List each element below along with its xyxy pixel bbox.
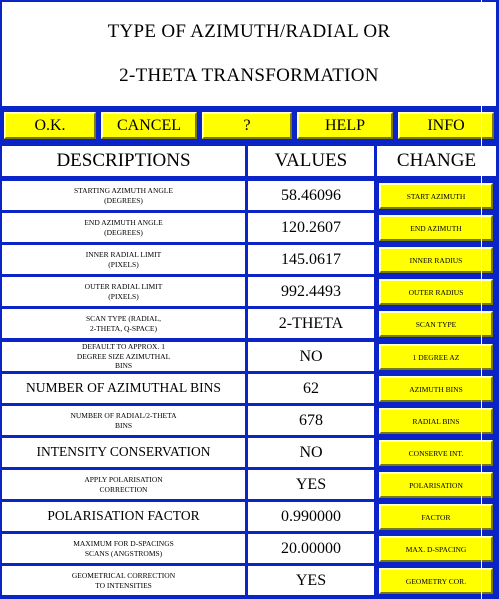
row-description	[2, 374, 245, 403]
ok-button[interactable]: O.K.	[4, 112, 96, 139]
row-value: 678	[248, 406, 374, 435]
description-line: (PIXELS)	[108, 259, 139, 269]
cancel-button[interactable]: CANCEL	[101, 112, 197, 139]
table-row	[0, 534, 499, 563]
row-value: 58.46096	[248, 181, 374, 210]
description-line: INTENSITY CONSERVATION	[36, 444, 211, 460]
description-line: BINS	[114, 361, 133, 371]
change-button[interactable]: OUTER RADIUS	[379, 279, 493, 305]
row-value: 2-THETA	[248, 309, 374, 338]
description-line: CORRECTION	[99, 484, 148, 494]
description-line: GEOMETRICAL CORRECTION	[71, 571, 176, 581]
table-row	[0, 374, 499, 403]
row-value: YES	[248, 566, 374, 595]
change-button[interactable]: AZIMUTH BINS	[379, 376, 493, 402]
row-value: NO	[248, 438, 374, 467]
table-row	[0, 277, 499, 306]
title-line-2: 2-THETA TRANSFORMATION	[119, 65, 379, 86]
change-button[interactable]: 1 DEGREE AZ	[379, 344, 493, 370]
row-description	[2, 502, 245, 531]
description-line: NUMBER OF AZIMUTHAL BINS	[26, 380, 221, 396]
description-line: MAXIMUM FOR D-SPACINGS	[73, 539, 174, 549]
description-line: (PIXELS)	[108, 291, 139, 301]
row-value: 20.00000	[248, 534, 374, 563]
row-description	[2, 534, 245, 563]
description-line: SCANS (ANGSTROMS)	[84, 548, 163, 558]
description-line: APPLY POLARISATION	[84, 475, 163, 485]
row-description	[2, 181, 245, 210]
descriptions-header: DESCRIPTIONS	[2, 146, 245, 176]
change-button[interactable]: RADIAL BINS	[379, 408, 493, 434]
description-line: (DEGREES)	[104, 227, 143, 237]
change-button[interactable]: START AZIMUTH	[379, 183, 493, 209]
table-row	[0, 470, 499, 499]
row-description	[2, 470, 245, 499]
row-description	[2, 342, 245, 371]
table-row	[0, 245, 499, 274]
table-row	[0, 213, 499, 242]
row-description	[2, 277, 245, 306]
description-line: OUTER RADIAL LIMIT	[84, 282, 163, 292]
row-value: 145.0617	[248, 245, 374, 274]
description-line: 2-THETA, Q-SPACE)	[89, 323, 158, 333]
description-line: DEGREE SIZE AZIMUTHAL	[76, 351, 171, 361]
change-button[interactable]: GEOMETRY COR.	[379, 568, 493, 594]
row-value: 0.990000	[248, 502, 374, 531]
description-line: STARTING AZIMUTH ANGLE	[74, 186, 173, 196]
row-description	[2, 438, 245, 467]
change-header: CHANGE	[377, 146, 496, 176]
row-value: 120.2607	[248, 213, 374, 242]
row-value: NO	[248, 342, 374, 371]
change-button[interactable]: MAX. D-SPACING	[379, 536, 493, 562]
table-row	[0, 502, 499, 531]
description-line: TO INTENSITIES	[95, 580, 152, 590]
change-button[interactable]: FACTOR	[379, 504, 493, 530]
window-edge-line	[481, 0, 482, 599]
info-button[interactable]: INFO	[398, 112, 494, 139]
question-button[interactable]: ?	[202, 112, 292, 139]
table-row	[0, 181, 499, 210]
dialog-title	[2, 2, 496, 106]
description-line: INNER RADIAL LIMIT	[85, 250, 162, 260]
values-header: VALUES	[248, 146, 374, 176]
change-button[interactable]: SCAN TYPE	[379, 311, 493, 337]
row-description	[2, 406, 245, 435]
row-description	[2, 213, 245, 242]
table-row	[0, 438, 499, 467]
table-row	[0, 566, 499, 595]
change-button[interactable]: END AZIMUTH	[379, 215, 493, 241]
table-row	[0, 342, 499, 371]
description-line: NUMBER OF RADIAL/2-THETA	[70, 411, 177, 421]
description-line: POLARISATION FACTOR	[47, 508, 200, 524]
row-value: YES	[248, 470, 374, 499]
table-row	[0, 309, 499, 338]
row-description	[2, 566, 245, 595]
change-button[interactable]: CONSERVE INT.	[379, 440, 493, 466]
row-value: 62	[248, 374, 374, 403]
description-line: (DEGREES)	[104, 195, 143, 205]
description-line: DEFAULT TO APPROX. 1	[82, 342, 165, 352]
description-line: SCAN TYPE (RADIAL,	[85, 314, 162, 324]
row-description	[2, 245, 245, 274]
row-value: 992.4493	[248, 277, 374, 306]
table-row	[0, 406, 499, 435]
description-line: END AZIMUTH ANGLE	[84, 218, 163, 228]
title-line-1: TYPE OF AZIMUTH/RADIAL OR	[107, 21, 391, 42]
row-description	[2, 309, 245, 338]
change-button[interactable]: INNER RADIUS	[379, 247, 493, 273]
description-line: BINS	[114, 420, 133, 430]
change-button[interactable]: POLARISATION	[379, 472, 493, 498]
help-button[interactable]: HELP	[297, 112, 393, 139]
